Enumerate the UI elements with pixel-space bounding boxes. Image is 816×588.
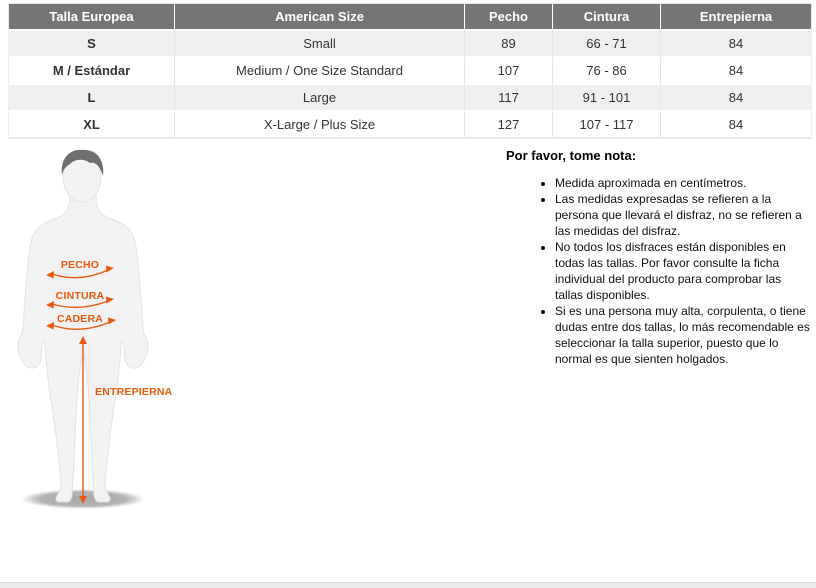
horizontal-scrollbar-track[interactable] <box>0 582 816 588</box>
inseam-label: ENTREPIERNA <box>95 386 173 398</box>
table-cell: M / Estándar <box>9 58 175 85</box>
notes-panel <box>506 148 812 367</box>
table-cell: 76 - 86 <box>553 58 661 85</box>
table-cell: XL <box>9 112 175 138</box>
header-cell-american-size: American Size <box>175 4 465 31</box>
table-cell: 107 - 117 <box>553 112 661 138</box>
table-cell: 89 <box>465 31 553 58</box>
size-chart-table <box>8 3 812 139</box>
table-row <box>9 112 811 138</box>
notes-list <box>506 175 812 367</box>
table-cell: 66 - 71 <box>553 31 661 58</box>
table-cell: Small <box>175 31 465 58</box>
waist-label: CINTURA <box>55 290 105 302</box>
body-silhouette-illustration <box>12 146 242 541</box>
table-cell: 117 <box>465 85 553 112</box>
table-cell: 107 <box>465 58 553 85</box>
table-cell: L <box>9 85 175 112</box>
hip-label: CADERA <box>56 313 104 325</box>
table-cell: 127 <box>465 112 553 138</box>
header-cell-european-size: Talla Europea <box>9 4 175 31</box>
table-cell: S <box>9 31 175 58</box>
table-cell: 84 <box>661 112 811 138</box>
table-row <box>9 85 811 112</box>
chest-label: PECHO <box>60 259 100 271</box>
note-item: • Las medidas expresadas se refieren a la persona que llevará el disfraz, no se refieren a las medidas del disfraz. <box>555 191 812 239</box>
header-cell-chest: Pecho <box>465 4 553 31</box>
table-cell: X-Large / Plus Size <box>175 112 465 138</box>
note-item: • No todos los disfraces están disponibles en todas las tallas. Por favor consulte la ficha individual del producto para comprobar las tallas disponibles. <box>555 239 812 303</box>
table-cell: Medium / One Size Standard <box>175 58 465 85</box>
table-header-row <box>9 4 811 31</box>
table-cell: 84 <box>661 31 811 58</box>
header-cell-waist: Cintura <box>553 4 661 31</box>
table-cell: 91 - 101 <box>553 85 661 112</box>
header-cell-inseam: Entrepierna <box>661 4 811 31</box>
table-cell: 84 <box>661 58 811 85</box>
body-measurement-figure <box>12 146 242 541</box>
table-row <box>9 31 811 58</box>
note-item: • Si es una persona muy alta, corpulenta, o tiene dudas entre dos tallas, lo más recomendable es seleccionar la talla superior, puesto que lo normal es que sienten holgados. <box>555 303 812 367</box>
table-row <box>9 58 811 85</box>
notes-title: Por favor, tome nota: <box>506 148 637 163</box>
table-cell: 84 <box>661 85 811 112</box>
note-item: • Medida aproximada en centímetros. <box>555 175 812 191</box>
table-cell: Large <box>175 85 465 112</box>
